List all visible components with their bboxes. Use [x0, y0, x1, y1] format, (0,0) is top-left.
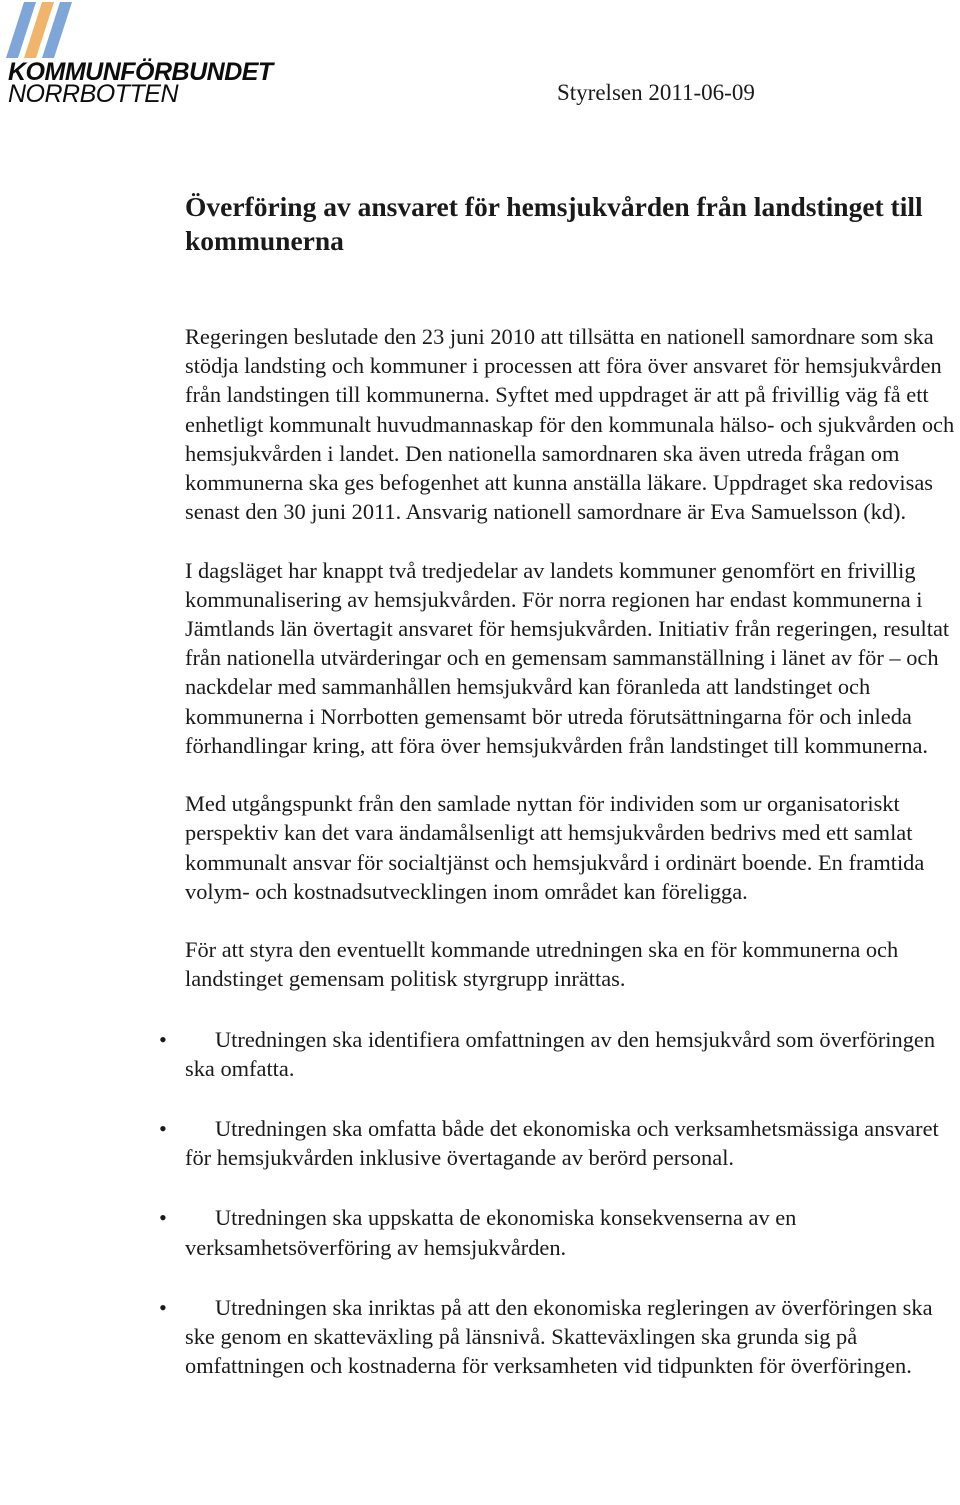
- document-content: [185, 190, 960, 1411]
- document-body: [185, 322, 960, 1380]
- paragraph-2: I dagsläget har knappt två tredjedelar av landets kommuner genomfört en frivillig kommunalisering av hemsjukvården. För norra regionen har endast kommunerna i Jämtlands län övertagit ansvaret för hemsjukvården. Initiativ från regeringen, resultat från nationella utvärderingar och en gemensam sammanställning i länet av för – och nackdelar med sammanhållen hemsjukvård kan föranleda att landstinget och kommunerna i Norrbotten gemensamt bör utreda förutsättningarna för och inleda förhandlingar kring, att föra över hemsjukvården från landstinget till kommunerna.: [185, 557, 950, 758]
- meeting-date-header: Styrelsen 2011-06-09: [557, 80, 755, 105]
- paragraph-3: Med utgångspunkt från den samlade nyttan för individen som ur organisatoriskt perspektiv kan det vara ändamålsenligt att hemsjukvården bedrivs med ett samlat kommunalt ansvar för socialtjänst och hemsjukvård i ordinärt boende. En framtida volym- och kostnadsutvecklingen inom området kan föreligga.: [185, 791, 925, 904]
- list-item: • Utredningen ska identifiera omfattningen av den hemsjukvård som överföringen ska omfatta.: [185, 1025, 960, 1083]
- document-title: Överföring av ansvaret för hemsjukvården från landstinget till kommunerna: [185, 191, 923, 256]
- list-item: • Utredningen ska inriktas på att den ekonomiska regleringen av överföringen ska ske genom en skatteväxling på länsnivå. Skatteväxlingen ska grunda sig på omfattningen och kostnaderna för verksamheten vid tidpunkten för överföringen.: [185, 1293, 960, 1381]
- logo-text-line2: NORRBOTTEN: [8, 80, 178, 108]
- list-item: • Utredningen ska uppskatta de ekonomiska konsekvenserna av en verksamhetsöverföring av hemsjukvården.: [185, 1203, 960, 1261]
- paragraph-4: För att styra den eventuellt kommande utredningen ska en för kommunerna och landstinget gemensam politisk styrgrupp inrättas.: [185, 937, 899, 992]
- requirements-list: [185, 1025, 960, 1381]
- list-item: • Utredningen ska omfatta både det ekonomiska och verksamhetsmässiga ansvaret för hemsjukvården inklusive övertagande av berörd personal.: [185, 1114, 960, 1172]
- kommunforbundet-logo: [6, 2, 273, 108]
- paragraph-1: Regeringen beslutade den 23 juni 2010 att tillsätta en nationell samordnare som ska stödja landsting och kommuner i processen att föra över ansvaret för hemsjukvården från landstingen till kommunerna. Syftet med uppdraget är att på frivillig väg få ett enhetligt kommunalt huvudmannaskap för den kommunala hälso- och sjukvården och hemsjukvården i landet. Den nationella samordnaren ska även utreda frågan om kommunerna ska ges befogenhet att kunna anställa läkare. Uppdraget ska redovisas senast den 30 juni 2011. Ansvarig nationell samordnare är Eva Samuelsson (kd).: [185, 324, 955, 525]
- logo-stripes-icon: [6, 2, 86, 60]
- logo-text-line1: KOMMUNFÖRBUNDET: [8, 58, 273, 86]
